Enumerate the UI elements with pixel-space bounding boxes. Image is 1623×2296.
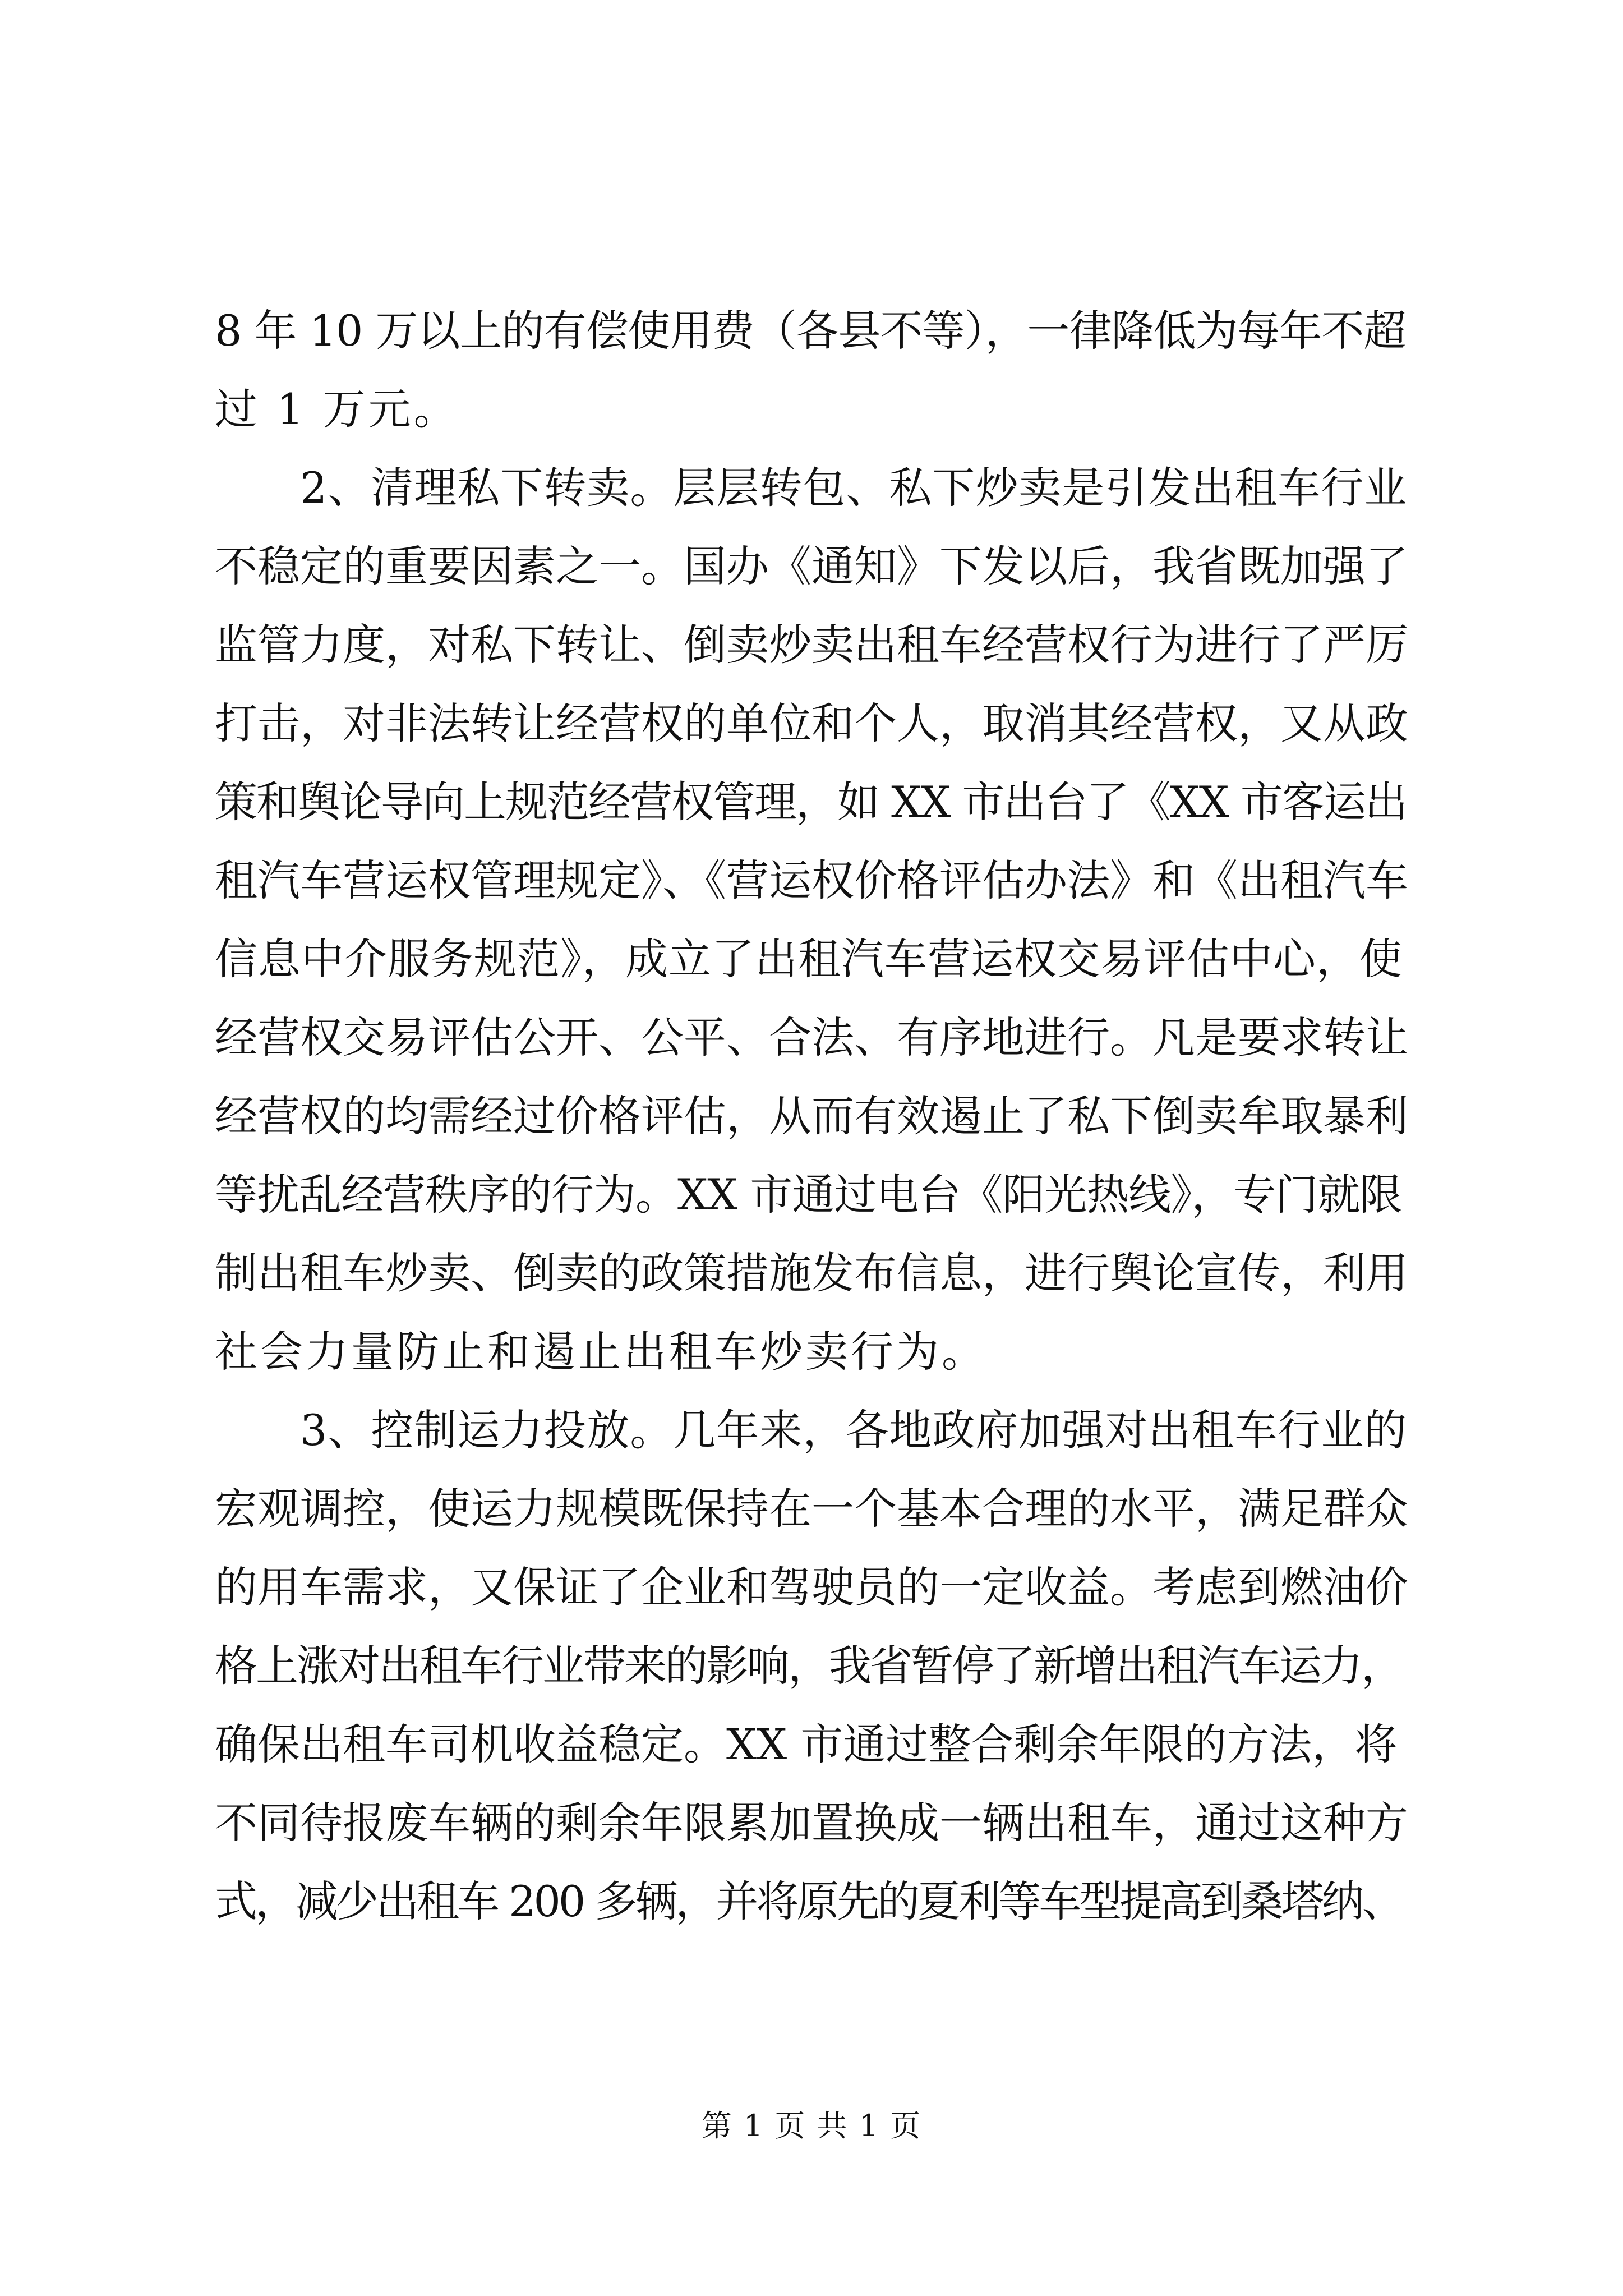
text-line: 社会力量防止和遏止出租车炒卖行为。 (215, 1327, 987, 1377)
text-line: 宏观调控，使运力规模既保持在一个基本合理的水平，满足群众 (215, 1484, 1408, 1534)
text-line: 过 1 万元。 (215, 384, 459, 434)
text-line: 监管力度，对私下转让、倒卖炒卖出租车经营权行为进行了严厉 (215, 620, 1408, 670)
text-line: 格上涨对出租车行业带来的影响，我省暂停了新增出租汽车运力， (215, 1641, 1402, 1691)
text-line: 的用车需求，又保证了企业和驾驶员的一定收益。考虑到燃油价 (215, 1562, 1408, 1612)
text-line: 经营权交易评估公开、公平、合法、有序地进行。凡是要求转让 (215, 1013, 1408, 1062)
text-line: 式，减少出租车 200 多辆，并将原先的夏利等车型提高到桑塔纳、 (215, 1876, 1403, 1926)
text-line: 确保出租车司机收益稳定。XX 市通过整合剩余年限的方法，将 (215, 1719, 1398, 1769)
page-footer: 第 1 页 共 1 页 (701, 2108, 922, 2143)
text-line: 不同待报废车辆的剩余年限累加置换成一辆出租车，通过这种方 (215, 1798, 1408, 1848)
text-line: 打击，对非法转让经营权的单位和个人，取消其经营权，又从政 (215, 698, 1408, 748)
text-line: 租汽车营运权管理规定》、《营运权价格评估办法》和《出租汽车 (215, 855, 1408, 905)
text-line: 不稳定的重要因素之一。国办《通知》下发以后，我省既加强了 (215, 541, 1408, 591)
body-text (215, 292, 1408, 1941)
paragraph-start-line: 3、控制运力投放。几年来，各地政府加强对出租车行业的 (300, 1405, 1408, 1455)
text-line: 8 年 10 万以上的有偿使用费（各县不等），一律降低为每年不超 (215, 306, 1406, 356)
text-line: 等扰乱经营秩序的行为。XX 市通过电台《阳光热线》，专门就限 (215, 1170, 1402, 1220)
paragraph-start-line: 2、清理私下转卖。层层转包、私下炒卖是引发出租车行业 (300, 463, 1408, 513)
text-line: 经营权的均需经过价格评估，从而有效遏止了私下倒卖牟取暴利 (215, 1091, 1408, 1141)
text-line: 制出租车炒卖、倒卖的政策措施发布信息，进行舆论宣传，利用 (215, 1248, 1408, 1298)
text-line: 策和舆论导向上规范经营权管理，如 XX 市出台了《XX 市客运出 (215, 777, 1407, 827)
text-line: 信息中介服务规范》，成立了出租汽车营运权交易评估中心，使 (215, 934, 1403, 984)
